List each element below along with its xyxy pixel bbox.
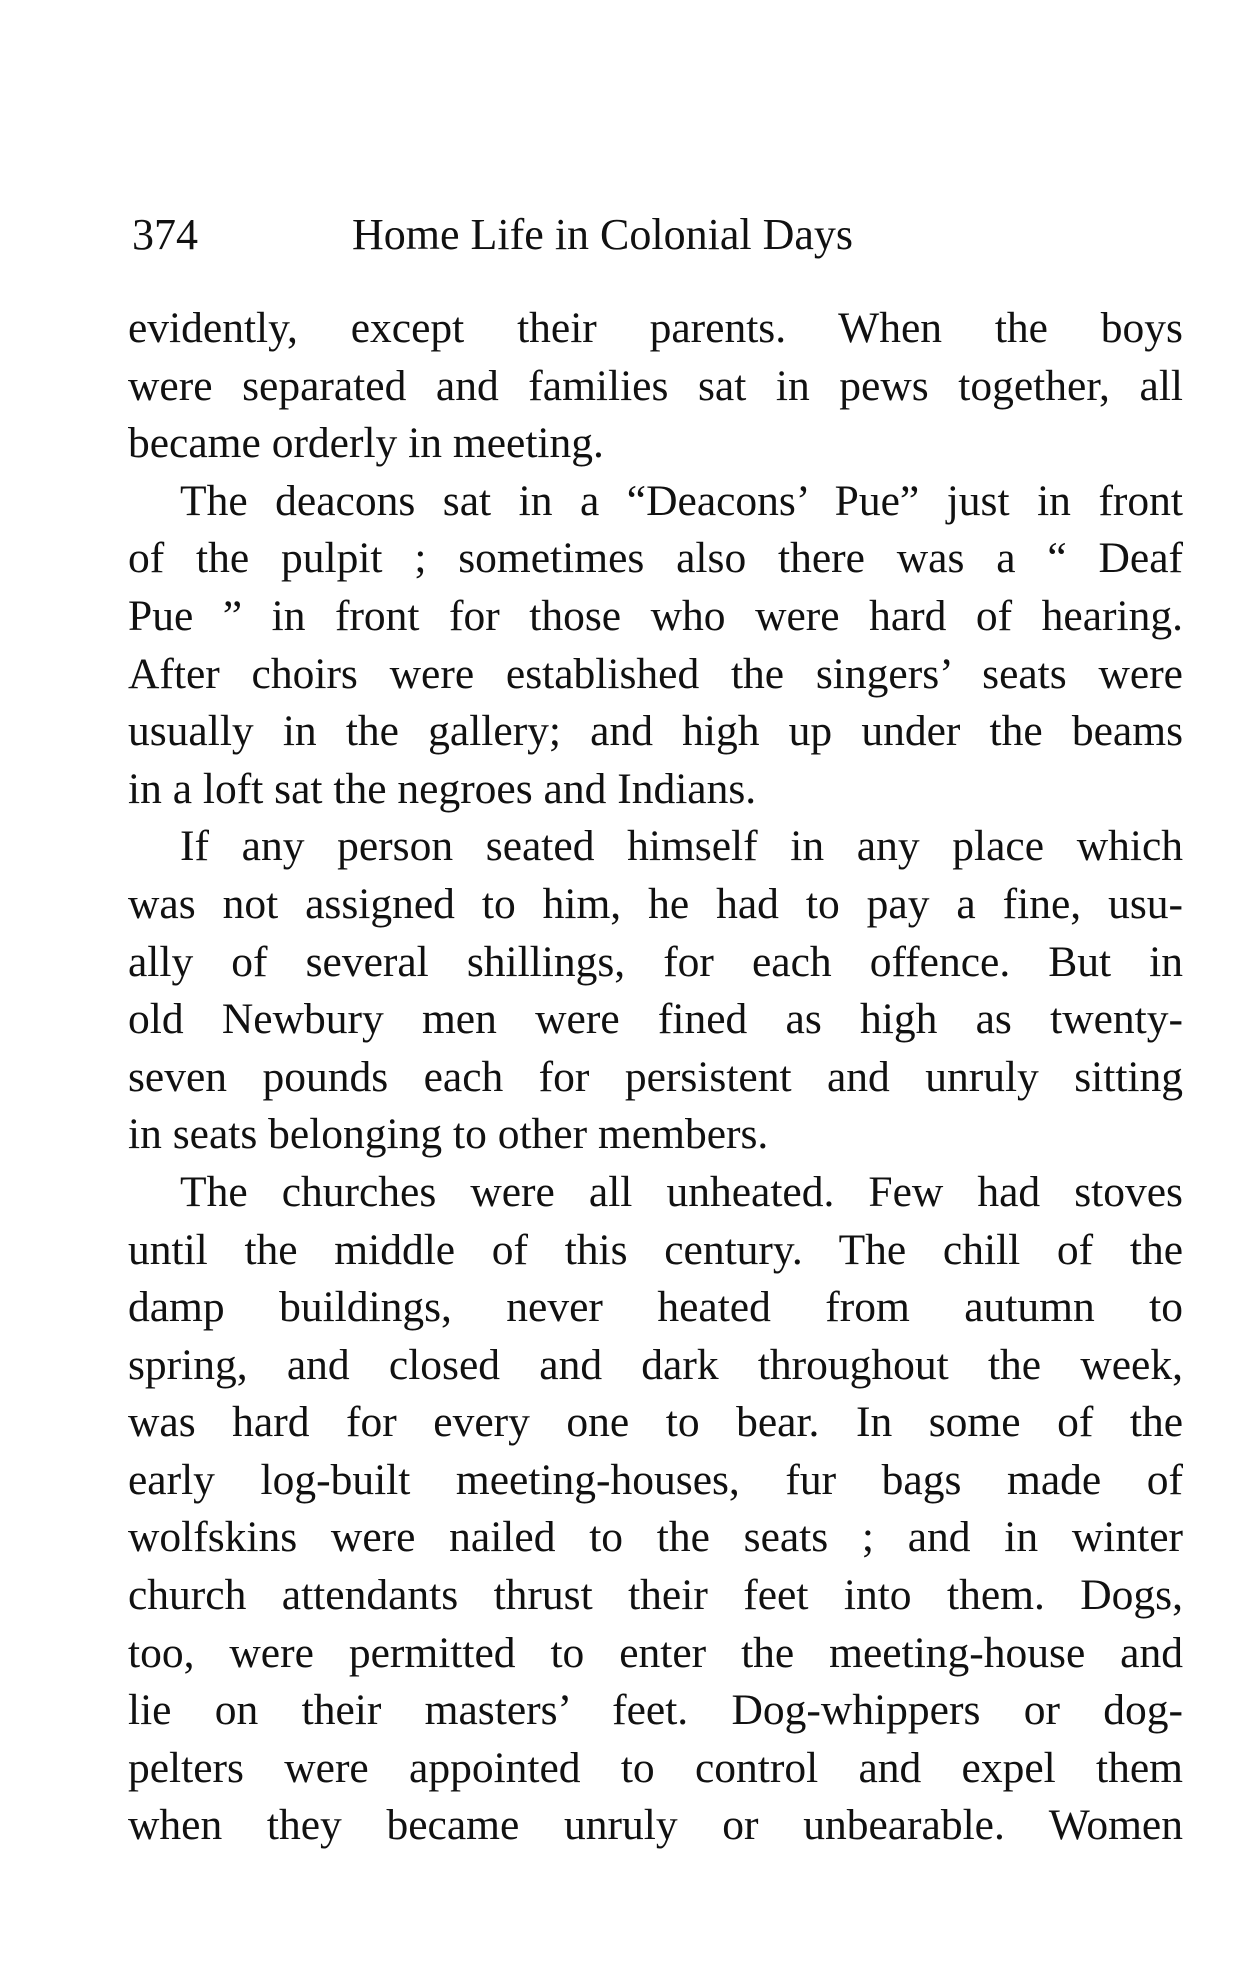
text-line: The churches were all unheated. Few had stoves	[180, 1167, 1183, 1216]
text-line: until the middle of this century. The chill of the	[128, 1225, 1183, 1274]
text-line: The deacons sat in a “Deacons’ Pue” just in front	[180, 476, 1183, 525]
body-text	[128, 300, 1183, 1855]
text-line: usually in the gallery; and high up under the beams	[128, 707, 1183, 756]
text-line: were separated and families sat in pews together, all	[128, 361, 1183, 410]
text-line: became orderly in meeting.	[128, 419, 604, 468]
text-line: lie on their masters’ feet. Dog-whippers or dog-	[128, 1686, 1183, 1735]
text-line: in seats belonging to other members.	[128, 1110, 769, 1159]
text-line: damp buildings, never heated from autumn to	[128, 1283, 1183, 1332]
text-line: Pue ” in front for those who were hard of hearing.	[128, 591, 1183, 640]
text-line: old Newbury men were fined as high as twenty-	[128, 995, 1183, 1044]
text-line: ally of several shillings, for each offence. But in	[128, 937, 1183, 986]
running-title: Home Life in Colonial Days	[352, 210, 854, 259]
text-line: wolfskins were nailed to the seats ; and in winter	[128, 1513, 1183, 1562]
text-line: when they became unruly or unbearable. Women	[128, 1801, 1183, 1850]
text-line: was hard for every one to bear. In some of the	[128, 1398, 1183, 1447]
paragraph-2	[128, 473, 1183, 819]
paragraph-3	[128, 818, 1183, 1164]
text-line: If any person seated himself in any place which	[180, 822, 1183, 871]
text-line: of the pulpit ; sometimes also there was a “ Deaf	[128, 534, 1183, 583]
running-head	[132, 205, 1182, 265]
text-line: early log-built meeting-houses, fur bags made of	[128, 1455, 1183, 1504]
paragraph-1	[128, 300, 1183, 473]
paragraph-4	[128, 1164, 1183, 1855]
text-line: was not assigned to him, he had to pay a fine, usu-	[128, 879, 1183, 928]
text-line: evidently, except their parents. When the boys	[128, 304, 1183, 352]
page-number: 374	[132, 210, 198, 259]
text-line: spring, and closed and dark throughout the week,	[128, 1340, 1183, 1389]
text-line: pelters were appointed to control and expel them	[128, 1743, 1183, 1792]
text-line: seven pounds each for persistent and unruly sitting	[128, 1052, 1183, 1101]
text-line: in a loft sat the negroes and Indians.	[128, 764, 757, 813]
text-line: After choirs were established the singers’ seats were	[128, 649, 1183, 698]
text-line: church attendants thrust their feet into them. Dogs,	[128, 1571, 1183, 1620]
text-line: too, were permitted to enter the meeting-house and	[128, 1628, 1183, 1677]
